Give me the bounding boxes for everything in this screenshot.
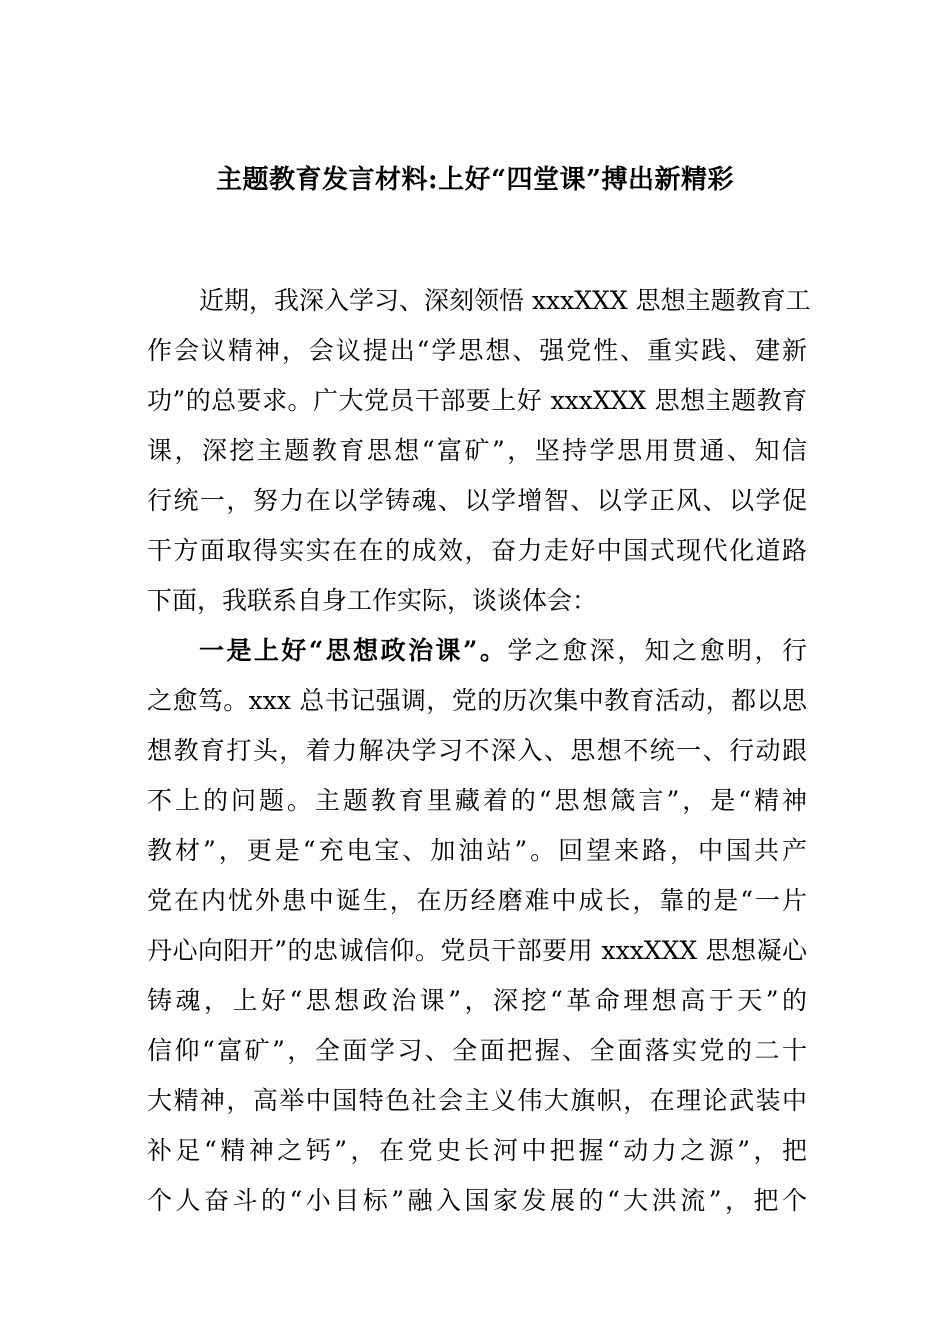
section-heading-rest: 学之愈深，知之愈明，行 — [507, 636, 807, 665]
paragraph-line: 信仰“富矿”，全面学习、全面把握、全面落实党的二十 — [147, 1036, 807, 1065]
paragraph-line: 干方面取得实实在在的成效，奋力走好中国式现代化道路 — [147, 536, 807, 565]
paragraph-line: 近期，我深入学习、深刻领悟 xxxXXX 思想主题教育工 — [199, 286, 811, 315]
document-title: 主题教育发言材料:上好“四堂课”搏出新精彩 — [215, 165, 734, 195]
paragraph-line: 不上的问题。主题教育里藏着的“思想箴言”，是“精神 — [147, 786, 807, 815]
paragraph-line: 个人奋斗的“小目标”融入国家发展的“大洪流”，把个 — [147, 1186, 807, 1215]
paragraph-line: 想教育打头，着力解决学习不深入、思想不统一、行动跟 — [147, 736, 807, 765]
paragraph-line: 作会议精神，会议提出“学思想、强党性、重实践、建新 — [147, 336, 807, 365]
paragraph-line: 下面，我联系自身工作实际，谈谈体会： — [147, 586, 598, 615]
paragraph-line: 铸魂，上好“思想政治课”，深挖“革命理想高于天”的 — [147, 986, 807, 1015]
paragraph-line: 之愈笃。xxx 总书记强调，党的历次集中教育活动，都以思 — [147, 686, 807, 715]
paragraph-line: 大精神，高举中国特色社会主义伟大旗帜，在理论武装中 — [147, 1086, 807, 1115]
paragraph-line: 功”的总要求。广大党员干部要上好 xxxXXX 思想主题教育 — [147, 386, 807, 415]
paragraph-line: 教材”，更是“充电宝、加油站”。回望来路，中国共产 — [147, 836, 807, 865]
paragraph-line: 补足“精神之钙”，在党史长河中把握“动力之源”，把 — [147, 1136, 807, 1165]
section-heading-line — [147, 626, 807, 676]
paragraph-line: 党在内忧外患中诞生，在历经磨难中成长，靠的是“一片 — [147, 886, 807, 915]
paragraph-line: 课，深挖主题教育思想“富矿”，坚持学思用贯通、知信 — [147, 436, 807, 465]
section-heading: 一是上好“思想政治课”。 — [199, 636, 508, 665]
paragraph-line: 行统一，努力在以学铸魂、以学增智、以学正风、以学促 — [147, 486, 807, 515]
document-body — [147, 276, 811, 1226]
paragraph-line: 丹心向阳开”的忠诚信仰。党员干部要用 xxxXXX 思想凝心 — [147, 936, 807, 965]
